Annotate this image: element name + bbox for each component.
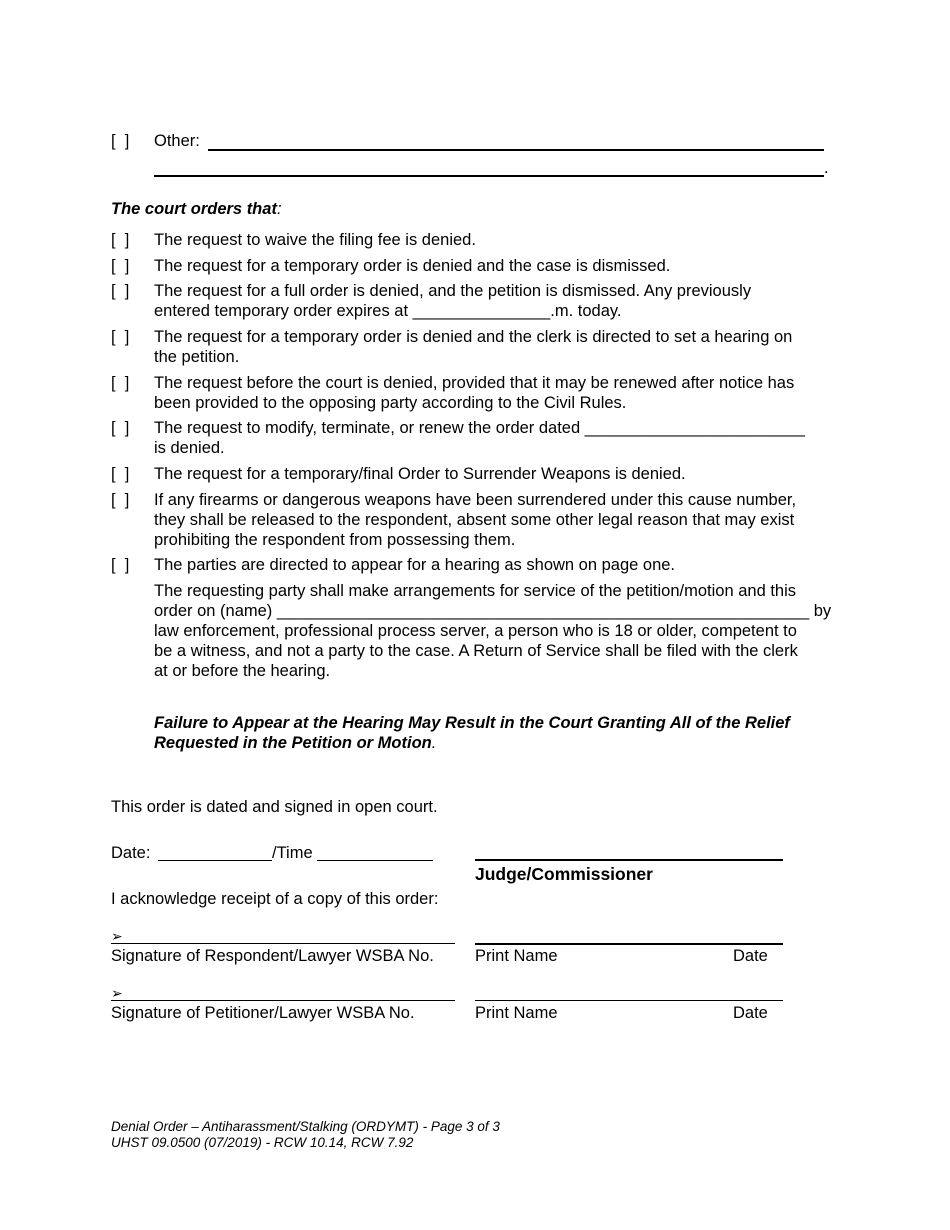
court-orders-heading-colon: :: [276, 200, 282, 218]
time-label: /Time: [272, 844, 313, 862]
order-checkbox[interactable]: [ ]: [111, 374, 130, 392]
order-text: The parties are directed to appear for a hearing as shown on page one.: [154, 556, 676, 574]
judge-signature-line[interactable]: [475, 859, 783, 861]
order-checkbox[interactable]: [ ]: [111, 419, 130, 437]
date-field[interactable]: [158, 860, 272, 861]
petitioner-signature-label: Signature of Petitioner/Lawyer WSBA No.: [111, 1004, 415, 1022]
time-field[interactable]: [317, 860, 433, 861]
service-text: law enforcement, professional process server, a person who is 18 or older, competent to: [154, 622, 797, 640]
order-text: The request to modify, terminate, or renew the order dated ________________________: [154, 419, 805, 437]
other-line-2[interactable]: [154, 175, 824, 177]
warning-text: Requested in the Petition or Motion: [154, 734, 432, 752]
respondent-signature-line[interactable]: [111, 943, 455, 944]
service-text: The requesting party shall make arrangements for service of the petition/motion and this: [154, 582, 797, 600]
order-checkbox[interactable]: [ ]: [111, 491, 130, 509]
order-text: The request to waive the filing fee is denied.: [154, 231, 476, 249]
order-checkbox[interactable]: [ ]: [111, 465, 130, 483]
acknowledge-text: I acknowledge receipt of a copy of this order:: [111, 890, 439, 908]
warning-text-line-2: [154, 733, 436, 753]
court-orders-heading: [111, 199, 282, 219]
order-text: If any firearms or dangerous weapons have been surrendered under this cause number,: [154, 491, 797, 509]
date-column-label: Date: [733, 1004, 768, 1022]
footer-line-1: Denial Order – Antiharassment/Stalking (ORDYMT) - Page 3 of 3: [111, 1119, 500, 1134]
order-text: The request for a temporary order is denied and the clerk is directed to set a hearing on: [154, 328, 793, 346]
order-text: been provided to the opposing party according to the Civil Rules.: [154, 394, 627, 412]
order-checkbox[interactable]: [ ]: [111, 257, 130, 275]
order-checkbox[interactable]: [ ]: [111, 556, 130, 574]
order-checkbox[interactable]: [ ]: [111, 231, 130, 249]
other-label: Other:: [154, 132, 200, 150]
court-orders-heading-text: The court orders that: [111, 200, 277, 218]
warning-text: Failure to Appear at the Hearing May Result in the Court Granting All of the Relief: [154, 714, 790, 732]
print-name-label: Print Name: [475, 947, 558, 965]
order-text: The request for a full order is denied, and the petition is dismissed. Any previously: [154, 282, 752, 300]
date-label: Date:: [111, 844, 151, 862]
service-text: at or before the hearing.: [154, 662, 331, 680]
order-text: entered temporary order expires at _______________.m. today.: [154, 302, 622, 320]
order-text: The request for a temporary/final Order to Surrender Weapons is denied.: [154, 465, 686, 483]
date-column-label: Date: [733, 947, 768, 965]
judge-label: Judge/Commissioner: [475, 864, 653, 884]
dated-signed-text: This order is dated and signed in open court.: [111, 798, 438, 816]
service-text: be a witness, and not a party to the case. A Return of Service shall be filed with the clerk: [154, 642, 798, 660]
petitioner-print-name-line[interactable]: [475, 1000, 783, 1001]
service-text: order on (name) __________________________________________________________ by: [154, 602, 832, 620]
order-text: prohibiting the respondent from possessing them.: [154, 531, 516, 549]
footer-line-2: UHST 09.0500 (07/2019) - RCW 10.14, RCW 7.92: [111, 1135, 414, 1150]
other-line-1[interactable]: [208, 149, 824, 151]
order-text: they shall be released to the respondent, absent some other legal reason that may exist: [154, 511, 795, 529]
other-period: .: [824, 159, 829, 177]
arrow-icon: ➢: [111, 928, 123, 944]
arrow-icon: ➢: [111, 985, 123, 1001]
print-name-label: Print Name: [475, 1004, 558, 1022]
other-checkbox[interactable]: [ ]: [111, 132, 130, 150]
warning-period: .: [431, 734, 437, 752]
order-checkbox[interactable]: [ ]: [111, 328, 130, 346]
respondent-signature-label: Signature of Respondent/Lawyer WSBA No.: [111, 947, 434, 965]
order-text: The request for a temporary order is denied and the case is dismissed.: [154, 257, 671, 275]
order-text: the petition.: [154, 348, 240, 366]
order-checkbox[interactable]: [ ]: [111, 282, 130, 300]
order-text: is denied.: [154, 439, 225, 457]
order-text: The request before the court is denied, provided that it may be renewed after notice has: [154, 374, 795, 392]
respondent-print-name-line[interactable]: [475, 943, 783, 945]
petitioner-signature-line[interactable]: [111, 1000, 455, 1001]
